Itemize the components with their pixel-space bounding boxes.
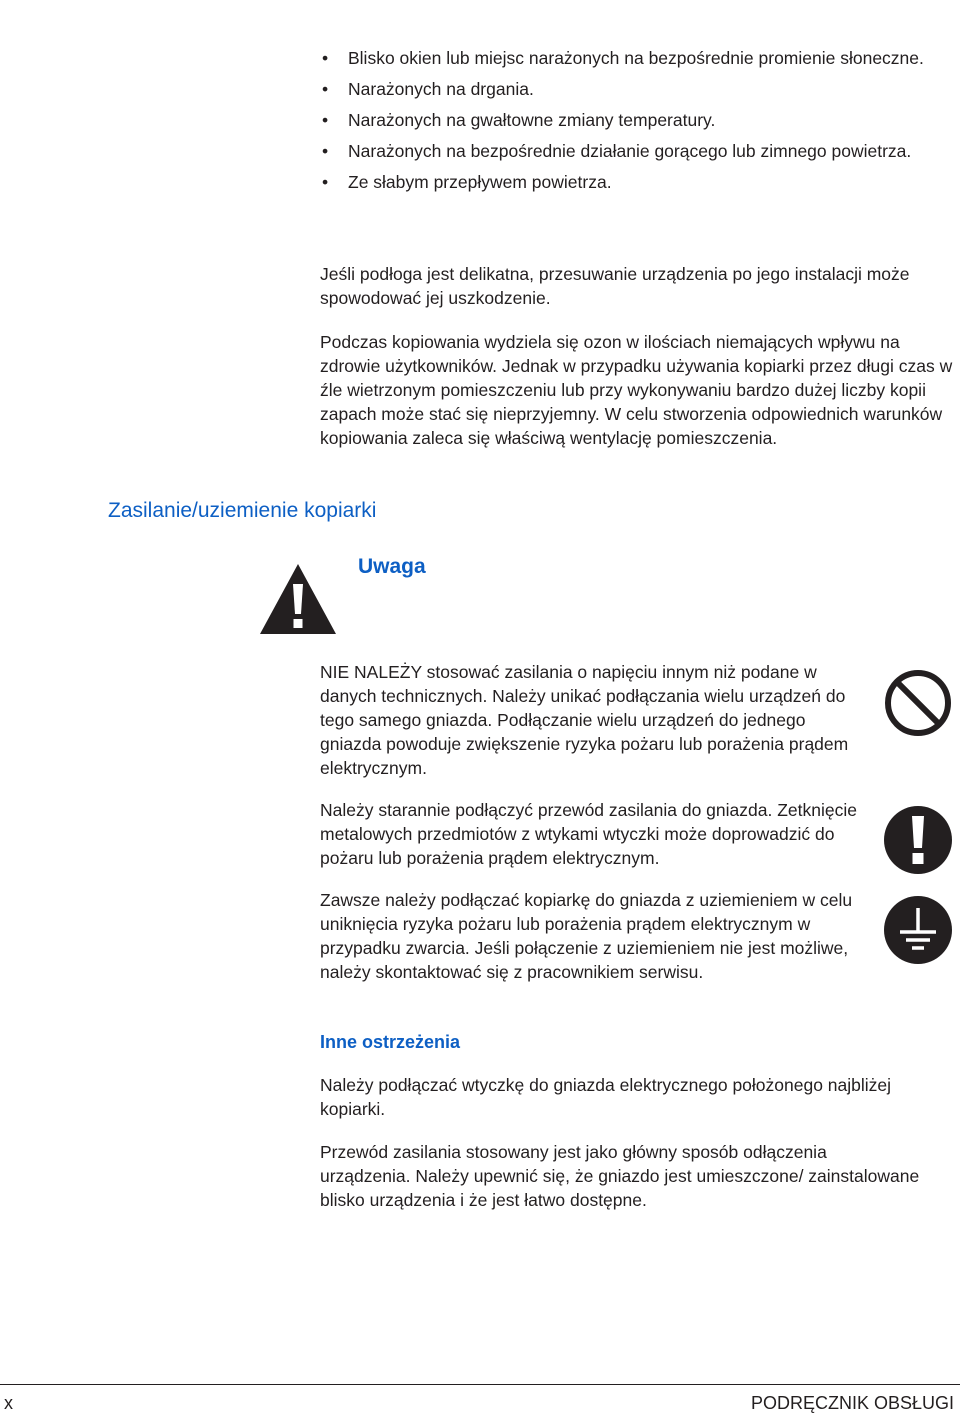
footer-divider	[0, 1384, 960, 1385]
disconnect-paragraph: Przewód zasilania stosowany jest jako główny sposób odłączenia urządzenia. Należy upewnić się, że gniazdo jest umieszczone/ zainstalowane blisko urządzenia i że jest łatwo dostępne.	[320, 1142, 920, 1210]
section-heading: Zasilanie/uziemienie kopiarki	[108, 499, 377, 522]
page-number: x	[4, 1393, 13, 1413]
prohibition-icon	[884, 669, 952, 737]
warning-triangle-icon	[258, 562, 338, 636]
list-item: • Narażonych na drgania.	[320, 77, 930, 101]
grounding-caution-paragraph: Zawsze należy podłączać kopiarkę do gniazda z uziemieniem w celu uniknięcia ryzyka pożaru lub porażenia prądem elektrycznym w przypadku zwarcia. Jeśli połączenie z uziemieniem nie jest możliwe, należy skontaktować się z pracownikiem serwisu.	[320, 890, 853, 982]
list-item: • Blisko okien lub miejsc narażonych na bezpośrednie promienie słoneczne.	[320, 46, 930, 70]
plug-caution-paragraph: Należy starannie podłączyć przewód zasilania do gniazda. Zetknięcie metalowych przedmiotów z wtykami wtyczki może doprowadzić do pożaru lub porażenia prądem elektrycznym.	[320, 800, 857, 868]
other-warnings-heading: Inne ostrzeżenia	[320, 1032, 461, 1052]
list-item: • Narażonych na gwałtowne zmiany temperatury.	[320, 108, 930, 132]
floor-warning-paragraph: Jeśli podłoga jest delikatna, przesuwanie urządzenia po jego instalacji może spowodować jej uszkodzenie.	[320, 264, 910, 308]
mandatory-action-icon	[884, 806, 952, 874]
ozone-paragraph: Podczas kopiowania wydziela się ozon w ilościach niemających wpływu na zdrowie użytkowników. Jednak w przypadku używania kopiarki przez długi czas w źle wietrzonym pomieszczeniu lub przy wykonywaniu bardzo dużej liczby kopii zapach może stać się nieprzyjemny. W celu stworzenia odpowiednich warunków kopiowania zaleca się właściwą wentylację pomieszczenia.	[320, 332, 953, 448]
voltage-caution-paragraph: NIE NALEŻY stosować zasilania o napięciu innym niż podane w danych technicznych. Należy unikać podłączania wielu urządzeń do tego samego gniazda. Podłączanie wielu urządzeń do jednego gniazda powoduje zwiększenie ryzyka pożaru lub porażenia prądem elektrycznym.	[320, 662, 849, 778]
ground-connection-icon	[884, 896, 952, 964]
caution-title: Uwaga	[358, 555, 426, 578]
location-bullet-list	[320, 46, 930, 201]
manual-title: PODRĘCZNIK OBSŁUGI	[750, 1393, 954, 1413]
list-item: • Ze słabym przepływem powietrza.	[320, 170, 930, 194]
outlet-proximity-paragraph: Należy podłączać wtyczkę do gniazda elektrycznego położonego najbliżej kopiarki.	[320, 1075, 892, 1119]
list-item: • Narażonych na bezpośrednie działanie gorącego lub zimnego powietrza.	[320, 139, 930, 163]
